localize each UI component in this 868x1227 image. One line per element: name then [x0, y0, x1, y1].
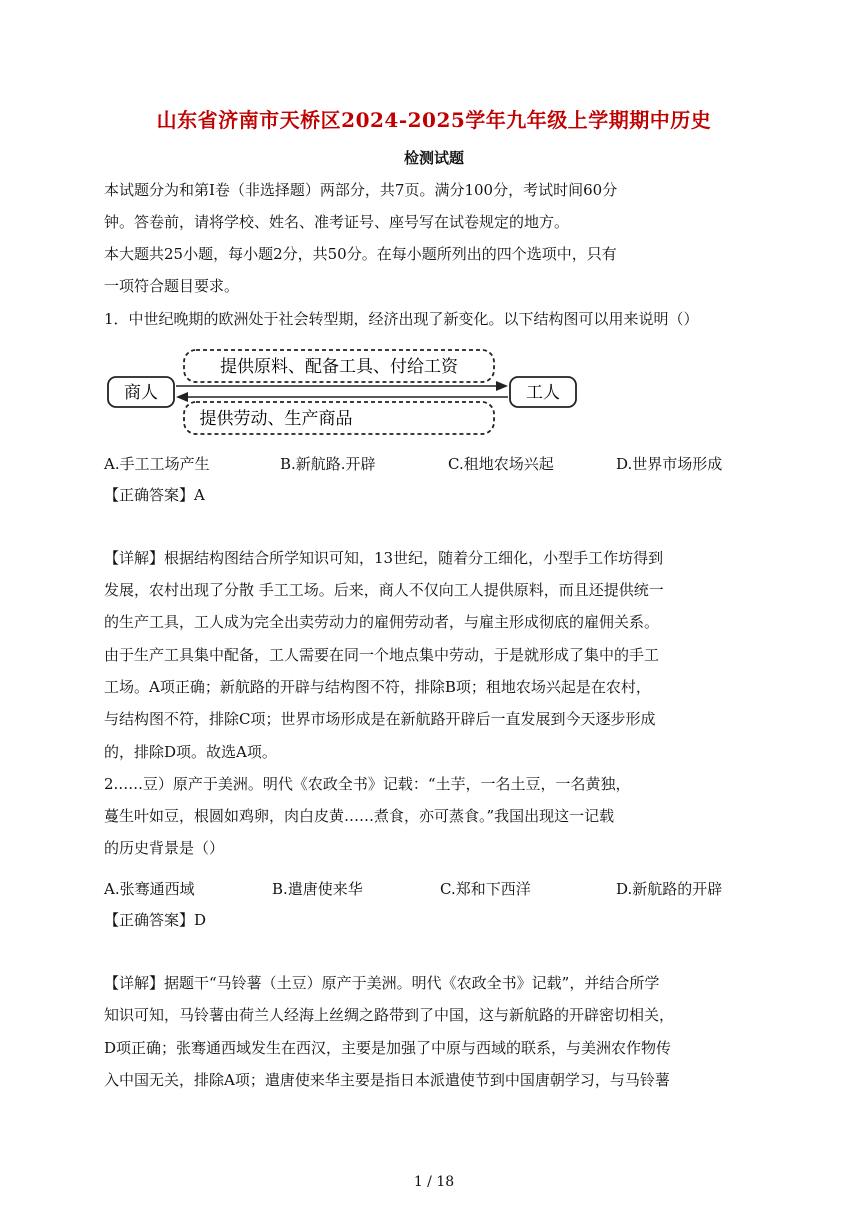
question-2-option-c: C.郑和下西洋	[440, 880, 531, 898]
bottom-relation-label: 提供劳动、生产商品	[199, 409, 353, 429]
intro-line: 钟。答卷前，请将学校、姓名、准考证号、座号写在试卷规定的地方。	[104, 213, 570, 231]
question-2-stem-line: 的历史背景是（）	[104, 839, 225, 857]
intro-line: 本试题分为和第Ⅰ卷（非选择题）两部分，共7页。满分100分，考试时间60分	[104, 181, 618, 199]
question-2-detail-line: 【详解】据题干“马铃薯（土豆）原产于美洲。明代《农政全书》记载”，并结合所学	[104, 974, 660, 992]
question-2-answer: 【正确答案】D	[104, 911, 207, 929]
question-1-detail-line: 的，排除D项。故选A项。	[104, 743, 277, 761]
question-2-option-a: A.张骞通西域	[104, 880, 195, 898]
question-1-detail-line: 【详解】根据结构图结合所学知识可知，13世纪，随着分工细化，小型手工作坊得到	[104, 549, 664, 567]
document-subtitle: 检测试题	[403, 149, 464, 167]
structure-diagram	[100, 344, 580, 440]
question-1-option-d: D.世界市场形成	[616, 455, 723, 473]
question-2-stem-line: 2.…..豆）原产于美洲。明代《农政全书》记载：“土芋，一名土豆，一名黄独，	[104, 775, 631, 793]
question-2-detail-line: 知识可知，马铃薯由荷兰人经海上丝绸之路带到了中国，这与新航路的开辟密切相关，	[104, 1006, 675, 1024]
question-1-detail-line: 的生产工具，工人成为完全出卖劳动力的雇佣劳动者，与雇主形成彻底的雇佣关系。	[104, 613, 660, 631]
question-2-detail-line: 入中国无关，排除A项；遣唐使来华主要是指日本派遣使节到中国唐朝学习，与马铃薯	[104, 1071, 670, 1089]
question-1-detail-line: 工场。A项正确；新航路的开辟与结构图不符，排除B项；租地农场兴起是在农村，	[104, 678, 651, 696]
arrow-left-head	[176, 392, 188, 402]
worker-label: 工人	[526, 383, 560, 403]
arrow-right-head	[496, 381, 508, 391]
question-1-option-a: A.手工工场产生	[104, 455, 210, 473]
merchant-label: 商人	[124, 383, 158, 403]
question-1-option-b: B.新航路.开辟	[280, 455, 376, 473]
question-1-answer: 【正确答案】A	[104, 486, 205, 504]
document-title: 山东省济南市天桥区2024-2025学年九年级上学期期中历史	[156, 108, 712, 132]
page-number: 1 / 18	[413, 1174, 455, 1190]
question-2-stem-line: 蔓生叶如豆，根圆如鸡卵，肉白皮黄……煮食，亦可蒸食。”我国出现这一记载	[104, 807, 615, 825]
intro-line: 一项符合题目要求。	[104, 277, 240, 295]
question-1-detail-line: 发展，农村出现了分散 手工工场。后来，商人不仅向工人提供原料，而且还提供统一	[104, 581, 664, 599]
question-1-stem: 1．中世纪晚期的欧洲处于社会转型期，经济出现了新变化。以下结构图可以用来说明（）	[104, 310, 699, 328]
question-2-detail-line: D项正确；张骞通西域发生在西汉，主要是加强了中原与西域的联系，与美洲农作物传	[104, 1039, 672, 1057]
question-1-option-c: C.租地农场兴起	[448, 455, 554, 473]
top-relation-label: 提供原料、配备工具、付给工资	[220, 357, 458, 377]
intro-line: 本大题共25小题，每小题2分，共50分。在每小题所列出的四个选项中，只有	[104, 245, 617, 263]
question-1-detail-line: 由于生产工具集中配备，工人需要在同一个地点集中劳动，于是就形成了集中的手工	[104, 646, 660, 664]
question-2-option-d: D.新航路的开辟	[616, 880, 723, 898]
question-2-option-b: B.遣唐使来华	[272, 880, 363, 898]
question-1-detail-line: 与结构图不符，排除C项；世界市场形成是在新航路开辟后一直发展到今天逐步形成	[104, 710, 656, 728]
